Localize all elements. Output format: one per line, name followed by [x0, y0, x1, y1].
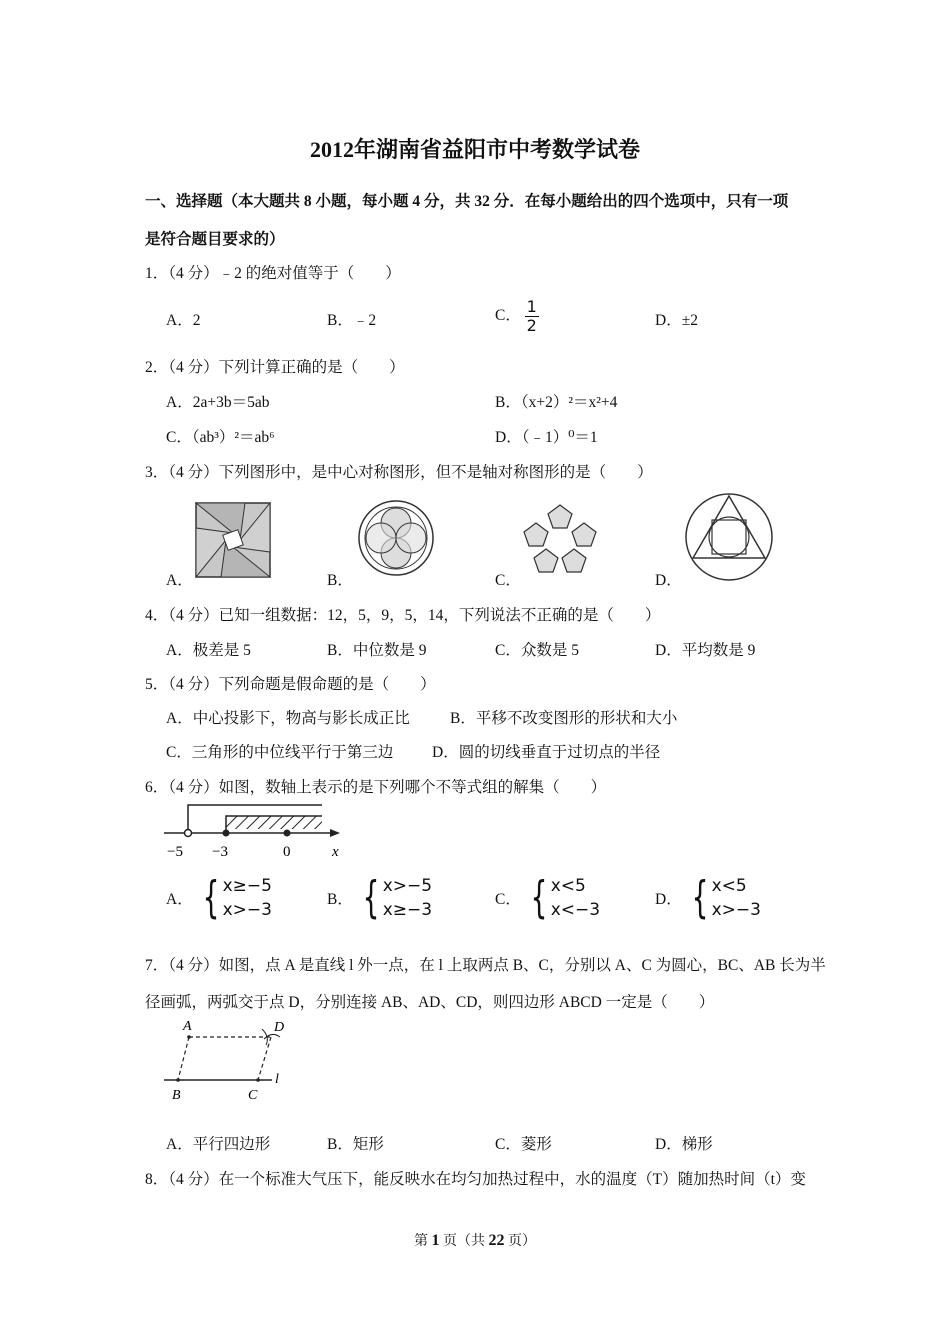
footer-mid: 页（共 [439, 1234, 489, 1249]
q3-option-a: A． [166, 572, 193, 589]
label-l: l [275, 1072, 279, 1087]
fraction-numerator: 1 [526, 297, 537, 316]
q6-b-line2: x≥−3 [382, 900, 433, 920]
q4-option-d: D．平均数是 9 [655, 642, 756, 659]
q6-b-line1: x>−5 [382, 876, 433, 896]
q3-option-b: B． [327, 572, 353, 589]
q1-option-b: B．﹣2 [327, 312, 377, 329]
q7-option-b: B．矩形 [327, 1136, 384, 1153]
q2-stem: 2．（4 分）下列计算正确的是（ ） [145, 359, 405, 376]
q2-option-c: C．（ab³）²＝ab⁶ [166, 429, 275, 446]
footer-pre: 第 [414, 1234, 432, 1249]
q5-stem: 5．（4 分）下列命题是假命题的是（ ） [145, 676, 436, 693]
footer-page-number: 1 [431, 1232, 440, 1249]
q6-d-line1: x<5 [711, 876, 747, 896]
label-A: A [183, 1019, 192, 1034]
page-footer [0, 1230, 950, 1250]
q6-stem: 6．（4 分）如图，数轴上表示的是下列哪个不等式组的解集（ ） [145, 779, 607, 796]
q7-option-c: C．菱形 [495, 1136, 552, 1153]
q1-option-c-label: C． [495, 307, 521, 325]
q7-option-d: D．梯形 [655, 1136, 713, 1153]
q6-option-d: D． { x<5 x>−3 [655, 872, 761, 923]
q6-c-line1: x<5 [550, 876, 586, 896]
section-heading-line2: 是符合题目要求的） [145, 231, 285, 248]
q4-option-a: A．极差是 5 [166, 642, 251, 659]
q6-option-d-label: D． [655, 891, 682, 908]
q6-option-c-label: C． [495, 891, 521, 908]
footer-total-pages: 22 [488, 1232, 505, 1249]
q4-option-c: C．众数是 5 [495, 642, 579, 659]
fraction-one-half [525, 298, 539, 335]
label-C: C [248, 1088, 258, 1103]
q6-option-a: A． { x≥−5 x>−3 [166, 872, 272, 923]
parallelogram-figure [162, 1015, 292, 1107]
q8-stem-line1: 8．（4 分）在一个标准大气压下，能反映水在均匀加热过程中，水的温度（T）随加热时间（t）变 [145, 1171, 806, 1188]
fraction-denominator: 2 [526, 316, 537, 335]
q2-option-a: A．2a+3b＝5ab [166, 394, 270, 411]
q6-a-line1: x≥−5 [222, 876, 272, 896]
q7-option-a: A．平行四边形 [166, 1136, 271, 1153]
q4-option-b: B．中位数是 9 [327, 642, 427, 659]
section-heading-line1: 一、选择题（本大题共 8 小题，每小题 4 分，共 32 分．在每小题给出的四个选项中，只有一项 [145, 193, 789, 210]
circle-triangle-square-figure [684, 492, 774, 582]
axis-label-neg5: −5 [167, 844, 183, 860]
q7-stem-line1: 7．（4 分）如图，点 A 是直线 l 外一点，在 l 上取两点 B、C，分别以 A、C 为圆心，BC、AB 长为半 [145, 957, 826, 974]
q3-option-d: D． [655, 572, 682, 589]
q6-option-b-label: B． [327, 891, 353, 908]
q6-option-c: C． { x<5 x<−3 [495, 872, 601, 923]
q6-c-line2: x<−3 [550, 900, 601, 920]
label-B: B [172, 1088, 181, 1103]
q1-option-d: D．±2 [655, 312, 698, 329]
q1-option-c [495, 298, 539, 335]
four-petal-circle-figure [357, 499, 435, 577]
q1-stem: 1．（4 分）﹣2 的绝对值等于（ ） [145, 265, 401, 282]
number-line-figure [162, 800, 352, 860]
q6-d-line2: x>−3 [711, 900, 761, 920]
page-title: 2012年湖南省益阳市中考数学试卷 [309, 137, 640, 162]
q5-option-b: B．平移不改变图形的形状和大小 [450, 710, 678, 727]
q3-stem: 3．（4 分）下列图形中，是中心对称图形，但不是轴对称图形的是（ ） [145, 464, 653, 481]
q2-option-b: B．（x+2）²＝x²+4 [495, 394, 618, 411]
axis-label-x: x [332, 844, 339, 860]
footer-post: 页） [504, 1234, 536, 1249]
pinwheel-square-figure [195, 502, 271, 578]
q6-a-line2: x>−3 [222, 900, 272, 920]
q5-option-a: A．中心投影下，物高与影长成正比 [166, 710, 410, 727]
q5-option-d: D．圆的切线垂直于过切点的半径 [432, 744, 661, 761]
q7-stem-line2: 径画弧，两弧交于点 D，分别连接 AB、AD、CD，则四边形 ABCD 一定是（ ） [145, 994, 715, 1011]
q1-option-a: A．2 [166, 312, 201, 329]
q5-option-c: C．三角形的中位线平行于第三边 [166, 744, 394, 761]
q6-option-b: B． { x>−5 x≥−3 [327, 872, 433, 923]
label-D: D [274, 1020, 285, 1035]
five-pentagons-figure [522, 503, 598, 577]
axis-label-neg3: −3 [212, 844, 228, 860]
axis-label-0: 0 [283, 844, 291, 860]
q4-stem: 4．（4 分）已知一组数据：12，5，9，5，14，下列说法不正确的是（ ） [145, 607, 661, 624]
q3-option-c: C． [495, 572, 521, 589]
q6-option-a-label: A． [166, 891, 193, 908]
q2-option-d: D．（﹣1）⁰＝1 [495, 429, 598, 446]
